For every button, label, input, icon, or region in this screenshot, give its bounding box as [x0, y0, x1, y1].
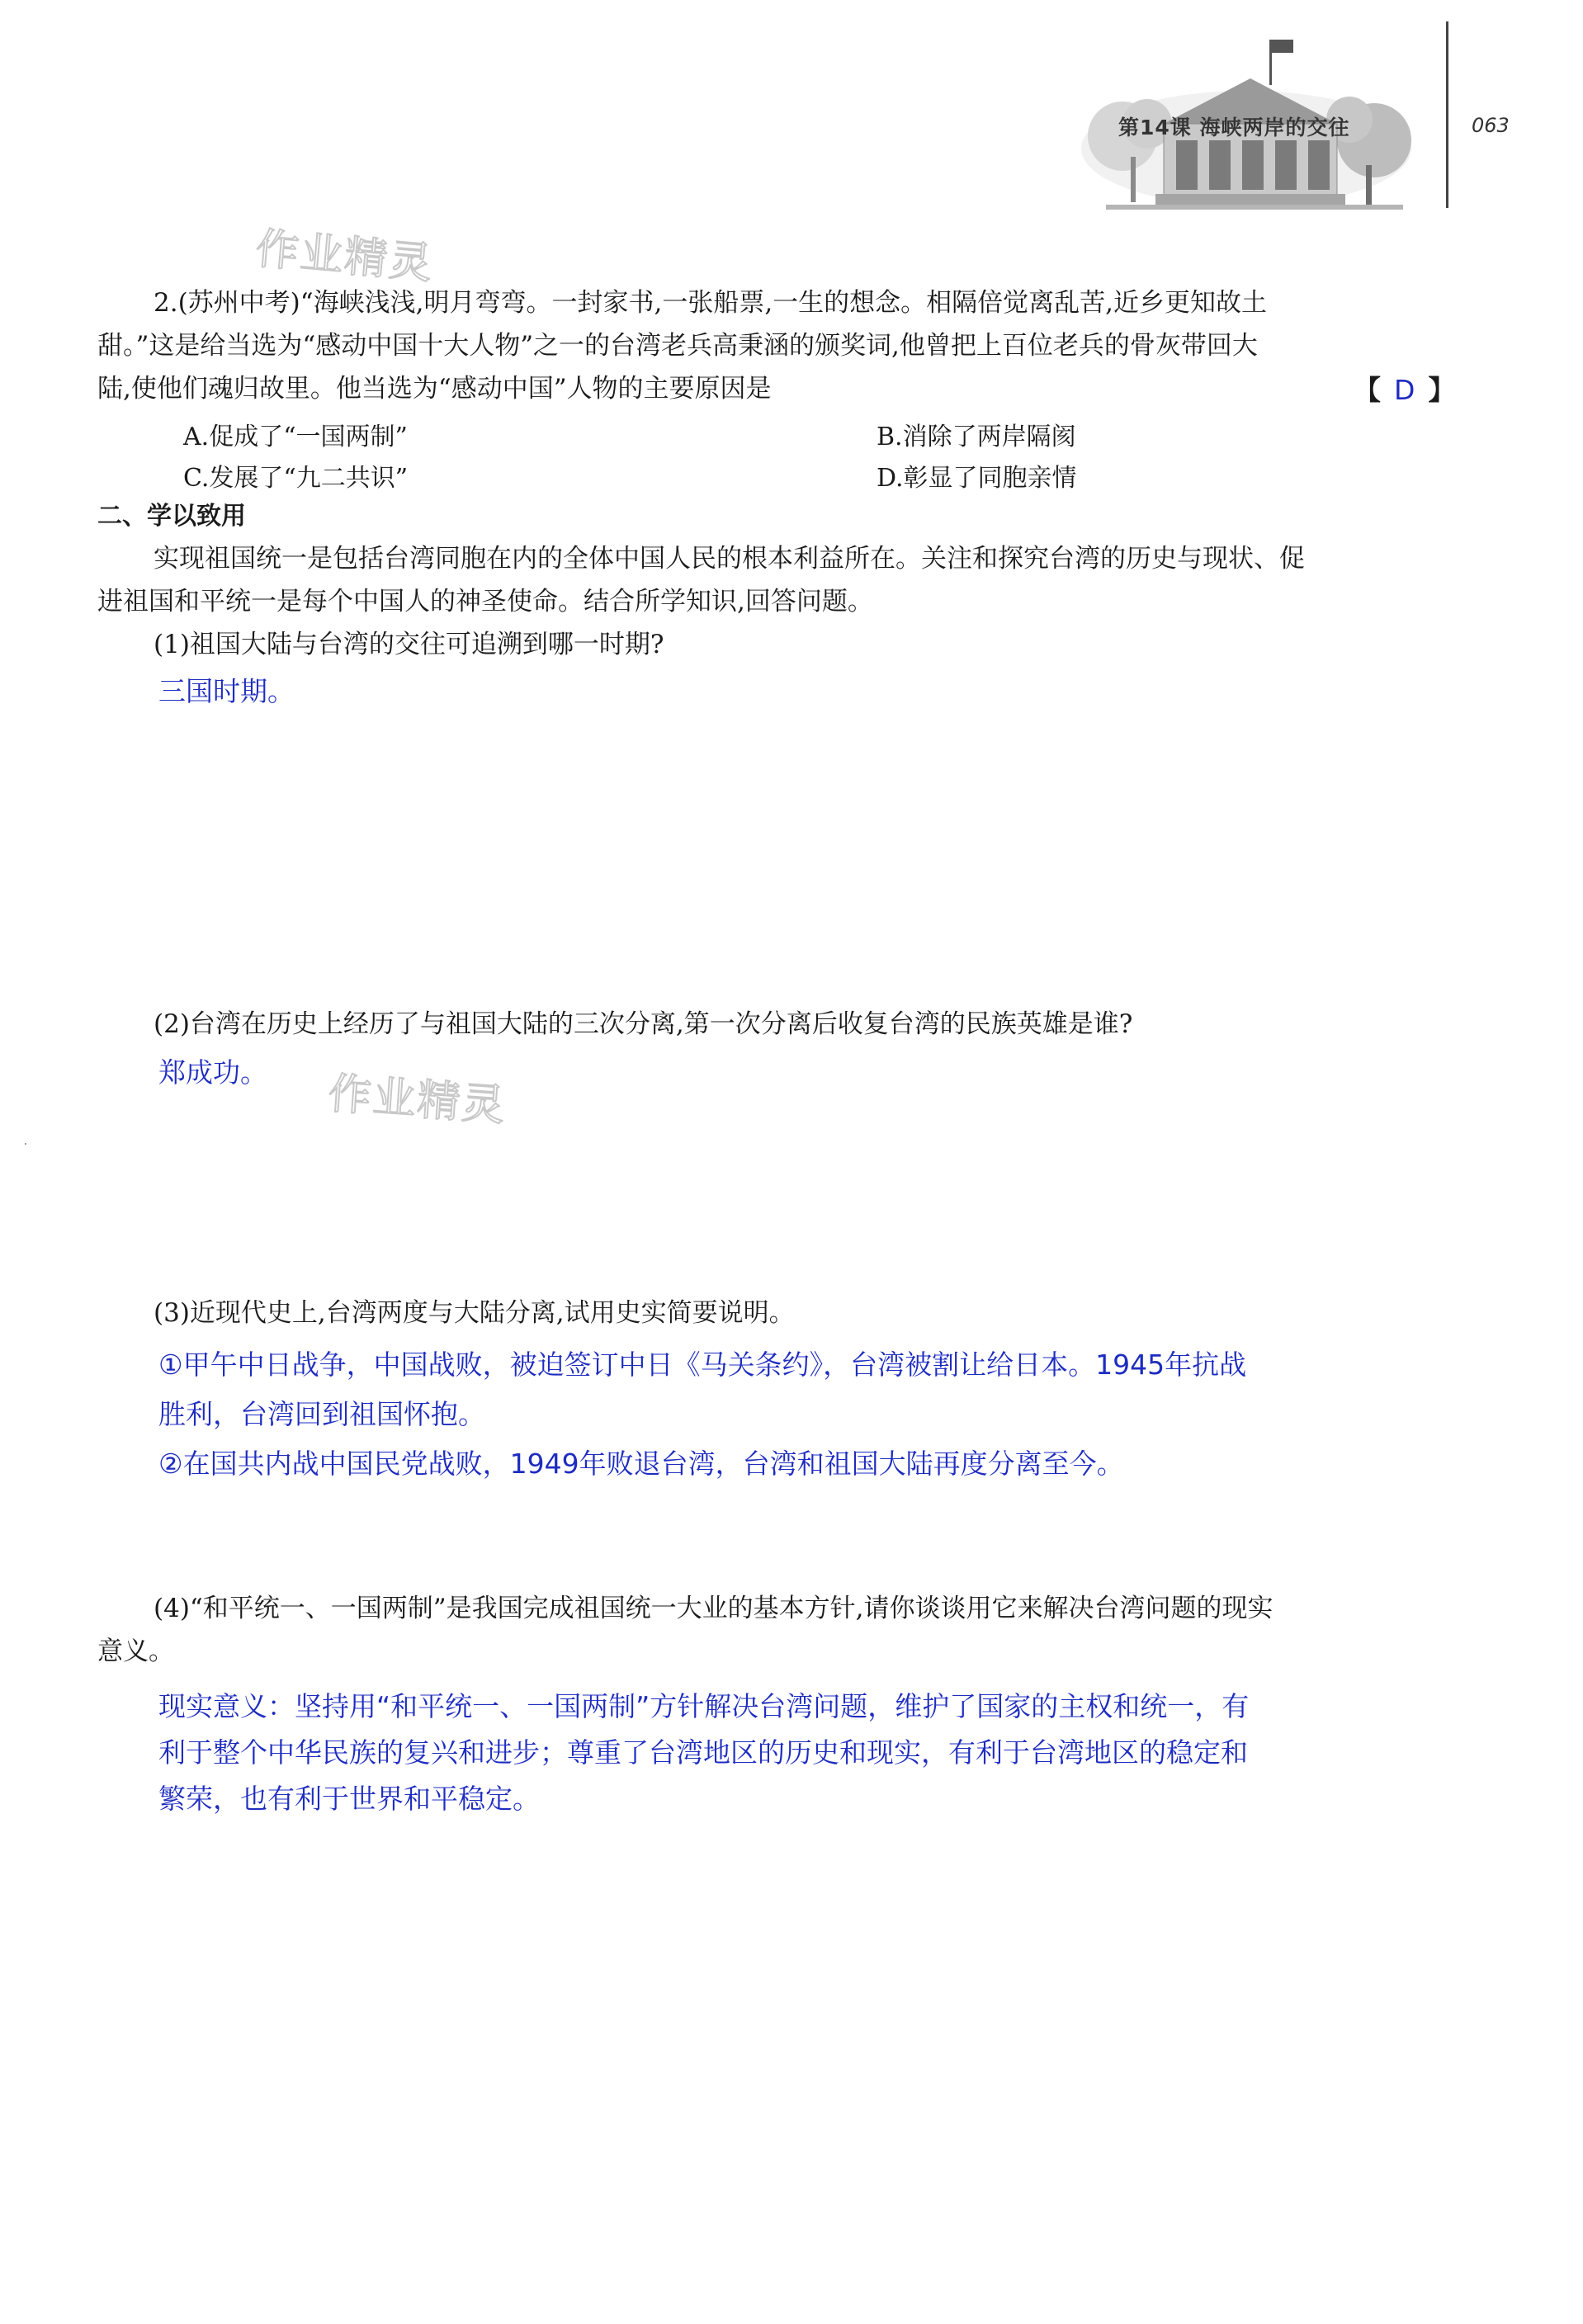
subquestion-3-answer-line-2: 胜利，台湾回到祖国怀抱。 — [158, 1398, 485, 1430]
watermark: 作业精灵 — [253, 224, 436, 290]
subquestion-1-answer: 三国时期。 — [158, 675, 295, 707]
subquestion-3: (3)近现代史上,台湾两度与大陆分离,试用史实简要说明。 — [154, 1298, 795, 1328]
subquestion-2: (2)台湾在历史上经历了与祖国大陆的三次分离,第一次分离后收复台湾的民族英雄是谁? — [154, 1009, 1133, 1039]
subquestion-4-answer-line-2: 利于整个中华民族的复兴和进步；尊重了台湾地区的历史和现实，有利于台湾地区的稳定和 — [158, 1736, 1248, 1769]
subquestion-2-answer: 郑成功。 — [158, 1056, 267, 1089]
answer-bracket — [1354, 369, 1455, 408]
subquestion-4-answer-line-3: 繁荣，也有利于世界和平稳定。 — [158, 1783, 540, 1815]
question2-line-2: 甜。”这是给当选为“感动中国十大人物”之一的台湾老兵高秉涵的颁奖词,他曾把上百位老兵的骨灰带回大 — [97, 331, 1258, 361]
section-heading: 二、学以致用 — [97, 502, 246, 531]
lesson-title: 第14课 海峡两岸的交往 — [1118, 116, 1350, 139]
subquestion-4-answer-line-1: 现实意义：坚持用“和平统一、一国两制”方针解决台湾问题，维护了国家的主权和统一，有 — [158, 1690, 1250, 1722]
header-divider — [1446, 21, 1448, 208]
option-a: A.促成了“一国两制” — [183, 423, 408, 451]
bracket-open: 【 — [1354, 374, 1381, 406]
subquestion-1: (1)祖国大陆与台湾的交往可追溯到哪一时期? — [154, 630, 664, 659]
section-intro-line-2: 进祖国和平统一是每个中国人的神圣使命。结合所学知识,回答问题。 — [97, 587, 873, 616]
subquestion-4-line-1: (4)“和平统一、一国两制”是我国完成祖国统一大业的基本方针,请你谈谈用它来解决台湾问题的现实 — [154, 1594, 1273, 1623]
subquestion-3-answer-line-3: ②在国共内战中国民党战败，1949年败退台湾，台湾和祖国大陆再度分离至今。 — [158, 1448, 1124, 1480]
question2-answer: D — [1394, 374, 1415, 406]
page-number: 063 — [1472, 114, 1510, 137]
option-c: C.发展了“九二共识” — [183, 464, 409, 493]
bracket-close: 】 — [1428, 374, 1456, 406]
scan-speck — [25, 1143, 26, 1145]
question2-line-3: 陆,使他们魂归故里。他当选为“感动中国”人物的主要原因是 — [97, 374, 772, 404]
subquestion-3-answer-line-1: ①甲午中日战争，中国战败，被迫签订中日《马关条约》，台湾被割让给日本。1945年抗战 — [158, 1349, 1247, 1381]
section-intro-line-1: 实现祖国统一是包括台湾同胞在内的全体中国人民的根本利益所在。关注和探究台湾的历史与现状、促 — [154, 544, 1305, 574]
watermark: 作业精灵 — [326, 1069, 508, 1131]
option-d: D.彰显了同胞亲情 — [877, 464, 1077, 493]
question2-line-1: 2.(苏州中考)“海峡浅浅,明月弯弯。一封家书,一张船票,一生的想念。相隔倍觉离乱苦,近乡更知故土 — [154, 288, 1268, 318]
option-b: B.消除了两岸隔阂 — [877, 423, 1076, 451]
subquestion-4-line-2: 意义。 — [97, 1637, 174, 1666]
